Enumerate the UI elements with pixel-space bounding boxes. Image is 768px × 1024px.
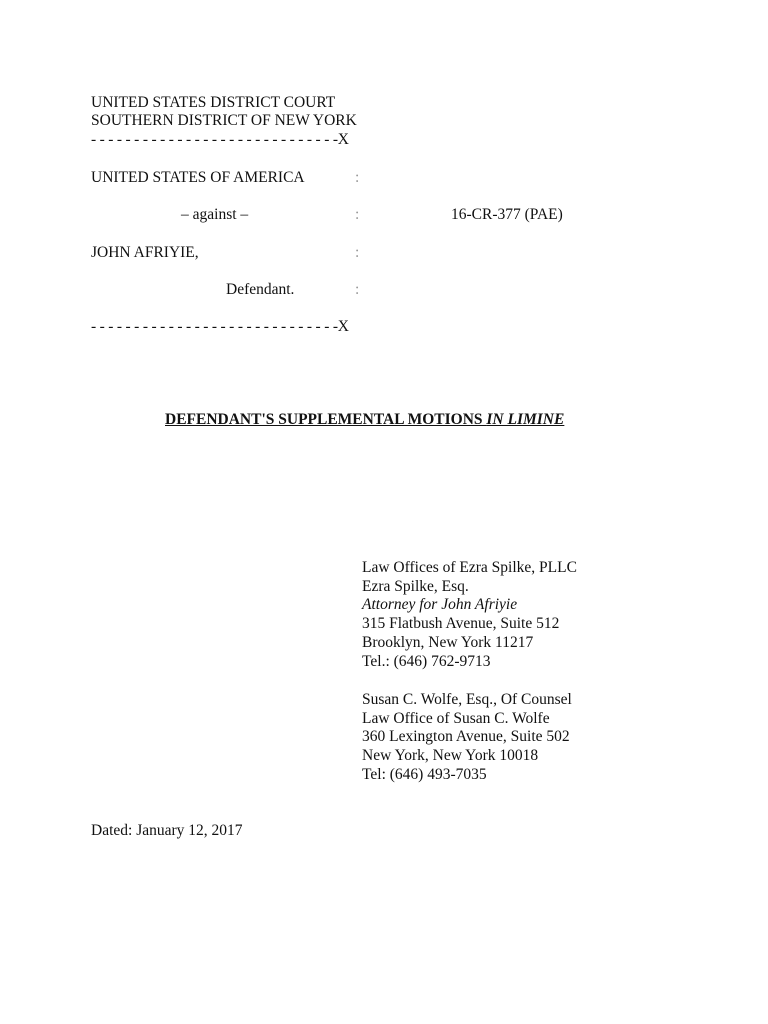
versus: – against – xyxy=(181,206,249,223)
caption-colon: : xyxy=(355,169,360,186)
attorney-name: Ezra Spilke, Esq. xyxy=(362,577,469,595)
defendant-label: Defendant. xyxy=(226,281,295,298)
court-district: SOUTHERN DISTRICT OF NEW YORK xyxy=(91,112,357,129)
plaintiff: UNITED STATES OF AMERICA xyxy=(91,169,305,186)
city-state-zip: Brooklyn, New York 11217 xyxy=(362,633,534,651)
caption-separator-bottom: - - - - - - - - - - - - - - - - - - - - - - - - - - - - -X xyxy=(91,318,349,335)
city-state-zip: New York, New York 10018 xyxy=(362,747,539,765)
caption-colon: : xyxy=(355,281,360,298)
defendant-name: JOHN AFRIYIE, xyxy=(91,244,199,261)
counsel-block-2 xyxy=(362,691,572,785)
street-address: 360 Lexington Avenue, Suite 502 xyxy=(362,728,570,746)
caption-colon: : xyxy=(355,206,360,223)
telephone: Tel: (646) 493-7035 xyxy=(362,765,487,783)
firm-name: Law Office of Susan C. Wolfe xyxy=(362,709,550,727)
date-line: Dated: January 12, 2017 xyxy=(91,822,243,839)
document-title xyxy=(165,411,564,429)
court-name: UNITED STATES DISTRICT COURT xyxy=(91,94,336,111)
title-italic: IN LIMINE xyxy=(486,411,565,428)
firm-name: Law Offices of Ezra Spilke, PLLC xyxy=(362,559,577,576)
attorney-name: Susan C. Wolfe, Esq., Of Counsel xyxy=(362,691,572,708)
caption-separator-top: - - - - - - - - - - - - - - - - - - - - - - - - - - - - -X xyxy=(91,131,349,148)
counsel-block-1 xyxy=(362,559,577,671)
case-number: 16-CR-377 (PAE) xyxy=(451,206,563,223)
title-main: DEFENDANT'S SUPPLEMENTAL MOTIONS xyxy=(165,411,487,428)
caption-colon: : xyxy=(355,244,360,261)
street-address: 315 Flatbush Avenue, Suite 512 xyxy=(362,615,560,633)
attorney-role: Attorney for John Afriyie xyxy=(362,596,518,614)
telephone: Tel.: (646) 762-9713 xyxy=(362,652,491,670)
